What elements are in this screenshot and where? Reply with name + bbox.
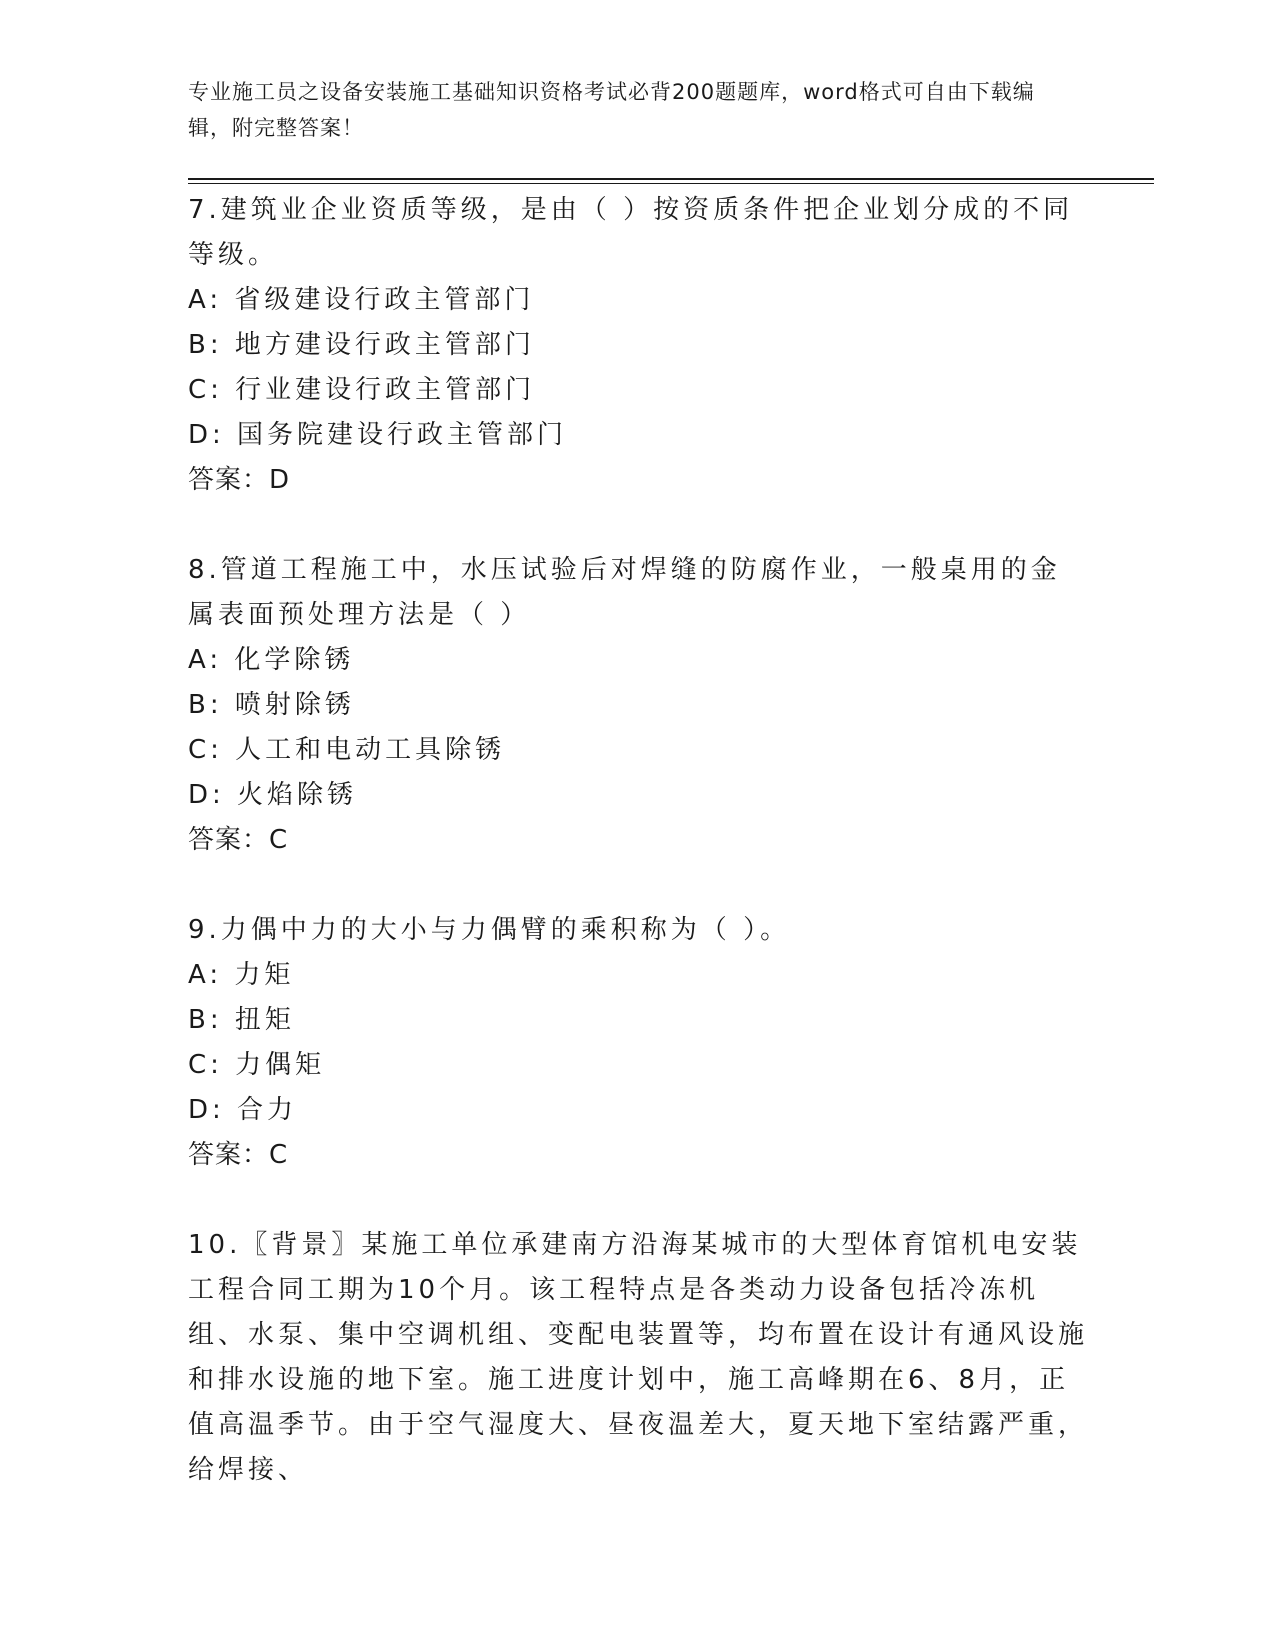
option-c: C: 力偶矩 (188, 1050, 326, 1080)
question-stem: 7.建筑业企业资质等级，是由（ ）按资质条件把企业划分成的不同等级。 (188, 195, 1074, 270)
header-divider-thick (188, 178, 1154, 180)
question-spacer (188, 1178, 1088, 1223)
question-8 (188, 548, 1088, 863)
question-spacer (188, 503, 1088, 548)
option-b: B: 地方建设行政主管部门 (188, 330, 535, 360)
question-stem: 8.管道工程施工中，水压试验后对焊缝的防腐作业，一般桌用的金属表面预处理方法是（ ） (188, 555, 1061, 630)
question-list (188, 188, 1088, 1493)
question-stem: 9.力偶中力的大小与力偶臂的乘积称为（ ）。 (188, 915, 791, 945)
question-7 (188, 188, 1088, 503)
option-c: C: 行业建设行政主管部门 (188, 375, 536, 405)
question-9 (188, 908, 1088, 1178)
answer: 答案：C (188, 825, 289, 855)
option-d: D: 合力 (188, 1095, 298, 1125)
document-intro: 专业施工员之设备安装施工基础知识资格考试必背200题题库，word格式可自由下载编辑，附完整答案！ (188, 80, 1035, 140)
answer: 答案：C (188, 1140, 289, 1170)
option-a: A: 力矩 (188, 960, 295, 990)
option-d: D: 国务院建设行政主管部门 (188, 420, 568, 450)
option-a: A: 化学除锈 (188, 645, 355, 675)
option-d: D: 火焰除锈 (188, 780, 358, 810)
answer: 答案：D (188, 465, 291, 495)
option-b: B: 扭矩 (188, 1005, 295, 1035)
question-spacer (188, 863, 1088, 908)
option-b: B: 喷射除锈 (188, 690, 355, 720)
option-a: A: 省级建设行政主管部门 (188, 285, 535, 315)
question-stem: 10.〖背景〗某施工单位承建南方沿海某城市的大型体育馆机电安装工程合同工期为10个月。该工程特点是各类动力设备包括冷冻机组、水泵、集中空调机组、变配电装置等，均布置在设计有通风设施和排水设施的地下室。施工进度计划中，施工高峰期在6、8月，正值高温季节。由于空气湿度大、昼夜温差大，夏天地下室结露严重，给焊接、 (188, 1230, 1089, 1485)
header-divider-thin (188, 183, 1154, 184)
question-10 (188, 1223, 1088, 1493)
option-c: C: 人工和电动工具除锈 (188, 735, 506, 765)
